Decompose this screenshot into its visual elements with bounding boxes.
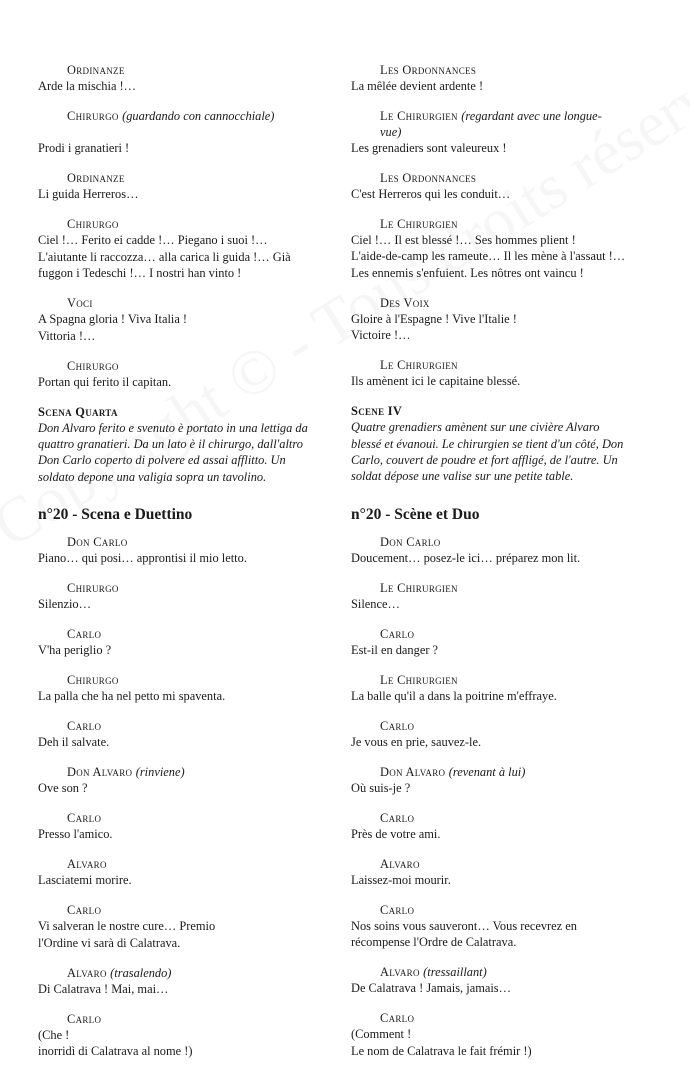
speaker-name: Carlo: [67, 811, 102, 826]
dialogue-block: [38, 902, 328, 951]
speaker-line: [380, 810, 656, 826]
speaker-name: Carlo: [380, 626, 415, 641]
speaker-name: Alvaro: [67, 965, 107, 980]
speaker-name: Carlo: [380, 902, 415, 917]
dialogue-text: Je vous en prie, sauvez-le.: [351, 734, 482, 749]
dialogue-text: Ils amènent ici le capitaine blessé.: [351, 374, 521, 389]
dialogue-text: Près de votre ami.: [351, 826, 441, 841]
dialogue-text: C'est Herreros qui les conduit…: [351, 187, 511, 201]
dialogue-block: [38, 108, 328, 157]
dialogue-text: Où suis-je ?: [351, 780, 411, 795]
speaker-name: Carlo: [380, 810, 415, 825]
speaker-name: Chirurgo: [67, 358, 119, 373]
dialogue-text: Laissez-moi mourir.: [351, 872, 451, 887]
speaker-line: [380, 216, 656, 232]
speaker-line: [380, 534, 656, 550]
dialogue-text: La balle qu'il a dans la poitrine m'effraye.: [351, 688, 557, 703]
dialogue-block: [351, 718, 656, 750]
speaker-name: Don Alvaro: [380, 764, 446, 779]
speaker-name: Voci: [67, 296, 93, 311]
dialogue-text: Lasciatemi morire.: [38, 873, 132, 888]
dialogue-block: [351, 62, 656, 94]
speaker-name: Alvaro: [380, 965, 420, 980]
french-dialogue-part-1: [351, 62, 656, 390]
dialogue-block: [38, 580, 328, 612]
speaker-line: [67, 295, 328, 311]
stage-direction: (regardant avec une longue- vue): [380, 109, 602, 139]
french-scene-heading: [351, 403, 656, 485]
speaker-name: Le Chirurgien: [380, 358, 458, 373]
speaker-line: [67, 358, 328, 374]
speaker-line: [67, 965, 328, 981]
dialogue-text: Ove son ?: [38, 781, 88, 796]
dialogue-text: Piano… qui posi… approntisi il mio letto.: [38, 551, 247, 566]
speaker-name: Chirurgo: [67, 217, 119, 232]
speaker-line: [67, 810, 328, 826]
speaker-line: [380, 170, 656, 186]
dialogue-text: Doucement… posez-le ici… préparez mon lit.: [351, 550, 581, 565]
speaker-name: Alvaro: [380, 856, 420, 871]
italian-dialogue-part-1: [38, 62, 328, 390]
speaker-name: Chirurgo: [67, 673, 119, 688]
speaker-name: Carlo: [380, 1011, 415, 1026]
speaker-name: Le Chirurgien: [380, 217, 458, 231]
speaker-line: [380, 902, 656, 918]
dialogue-text: Ciel !… Il est blessé !… Ses hommes plient ! L'aide-de-camp les rameute… Il les mène à l'assaut !… Les ennemis s'enfuient. Les nôtres ont vaincu !: [351, 233, 626, 280]
dialogue-text: Silenzio…: [38, 597, 91, 612]
dialogue-block: [38, 358, 328, 390]
dialogue-text: Portan qui ferito il capitan.: [38, 374, 172, 389]
speaker-name: Les Ordonnances: [380, 171, 477, 185]
dialogue-block: [38, 534, 328, 566]
dialogue-block: [38, 965, 328, 997]
dialogue-block: [351, 1010, 656, 1059]
speaker-line: [67, 216, 328, 232]
stage-direction: (trasalendo): [110, 965, 172, 980]
speaker-line: [67, 108, 328, 124]
dialogue-block: [38, 810, 328, 842]
dialogue-block: [351, 810, 656, 842]
speaker-line: [380, 964, 656, 980]
speaker-name: Ordinanze: [67, 171, 125, 186]
italian-dialogue-part-2: [38, 534, 328, 1059]
french-scene-direction: Quatre grenadiers amènent sur une civière Alvaro blessé et évanoui. Le chirurgien se tient d'un côté, Don Carlo, couvert de poudre et fort affligé, de l'autre. Un soldat dépose une valise sur une petite table.: [351, 420, 624, 484]
dialogue-block: [351, 764, 656, 796]
dialogue-block: [351, 108, 656, 156]
italian-scene-title: Scena Quarta: [38, 404, 118, 419]
stage-direction: (tressaillant): [423, 965, 487, 980]
dialogue-text: Est-il en danger ?: [351, 642, 439, 657]
dialogue-block: [351, 170, 656, 202]
speaker-name: Don Carlo: [380, 534, 441, 549]
dialogue-text: V'ha periglio ?: [38, 643, 112, 658]
speaker-name: Des Voix: [380, 295, 430, 310]
dialogue-block: [351, 357, 656, 389]
speaker-line: [380, 764, 656, 780]
speaker-line: [67, 626, 328, 642]
french-column: [351, 62, 656, 1073]
speaker-name: Chirurgo: [67, 581, 119, 596]
speaker-line: [380, 626, 656, 642]
speaker-name: Les Ordonnances: [380, 63, 477, 77]
speaker-line: [380, 580, 656, 596]
dialogue-block: [38, 295, 328, 344]
speaker-line: [67, 62, 328, 78]
dialogue-text: Nos soins vous sauveront… Vous recevrez en récompense l'Ordre de Calatrava.: [351, 918, 577, 950]
speaker-line: [380, 62, 656, 78]
dialogue-text: Li guida Herreros…: [38, 187, 139, 202]
speaker-name: Le Chirurgien: [380, 672, 458, 687]
dialogue-text: Presso l'amico.: [38, 827, 113, 842]
french-number-title: n°20 - Scène et Duo: [351, 505, 480, 523]
dialogue-block: [351, 580, 656, 612]
dialogue-block: [38, 856, 328, 888]
dialogue-block: [351, 295, 656, 344]
dialogue-block: [351, 856, 656, 888]
dialogue-text: Prodi i granatieri !: [38, 141, 130, 156]
dialogue-block: [38, 170, 328, 202]
dialogue-text: Ciel !… Ferito ei cadde !… Piegano i suoi !… L'aiutante li raccozza… alla carica li guida !… Già fuggon i Tedeschi !… I nostri han vinto !: [38, 233, 291, 281]
speaker-name: Carlo: [380, 718, 415, 733]
dialogue-block: [38, 1011, 328, 1060]
dialogue-text: De Calatrava ! Jamais, jamais…: [351, 981, 511, 996]
dialogue-text: Les grenadiers sont valeureux !: [351, 141, 507, 155]
stage-direction: (revenant à lui): [448, 764, 526, 779]
speaker-line: [380, 357, 656, 373]
speaker-line: [380, 856, 656, 872]
french-scene-title: Scene IV: [351, 404, 403, 419]
dialogue-block: [38, 718, 328, 750]
stage-direction: (guardando con cannocchiale): [122, 109, 275, 123]
dialogue-block: [351, 534, 656, 566]
dialogue-text: Gloire à l'Espagne ! Vive l'Italie ! Victoire !…: [351, 311, 517, 343]
italian-number-title: n°20 - Scena e Duettino: [38, 506, 193, 524]
speaker-line: [67, 580, 328, 596]
dialogue-block: [38, 672, 328, 704]
dialogue-text: Silence…: [351, 596, 400, 611]
dialogue-block: [38, 764, 328, 796]
dialogue-text: La palla che ha nel petto mi spaventa.: [38, 689, 226, 704]
dialogue-text: Di Calatrava ! Mai, mai…: [38, 981, 169, 996]
speaker-name: Carlo: [67, 1011, 102, 1026]
dialogue-block: [351, 964, 656, 996]
speaker-line: [67, 764, 328, 780]
dialogue-block: [351, 902, 656, 951]
speaker-line: [380, 672, 656, 688]
italian-scene-direction: Don Alvaro ferito e svenuto è portato in una lettiga da quattro granatieri. Da un lato è il chirurgo, dall'altro Don Carlo coperto di polvere ed assai afflitto. Un soldato depone una valigia sopra un tavolino.: [38, 420, 308, 484]
french-dialogue-part-2: [351, 534, 656, 1059]
speaker-name: Alvaro: [67, 857, 107, 872]
speaker-line: [67, 534, 328, 550]
speaker-line: [67, 902, 328, 918]
speaker-name: Carlo: [67, 719, 102, 734]
speaker-line: [67, 718, 328, 734]
speaker-line: [380, 295, 656, 311]
speaker-line: [67, 856, 328, 872]
dialogue-block: [351, 672, 656, 704]
italian-column: [38, 62, 328, 1073]
speaker-name: Carlo: [67, 903, 102, 918]
dialogue-text: Arde la mischia !…: [38, 79, 137, 93]
speaker-line: [380, 718, 656, 734]
dialogue-block: [351, 626, 656, 658]
dialogue-text: Vi salveran le nostre cure… Premio l'Ordine vi sarà di Calatrava.: [38, 919, 216, 950]
dialogue-block: [38, 216, 328, 281]
dialogue-block: [38, 62, 328, 94]
dialogue-text: (Comment ! Le nom de Calatrava le fait frémir !): [351, 1027, 532, 1058]
speaker-name: Ordinanze: [67, 63, 125, 77]
speaker-line: [67, 1011, 328, 1027]
speaker-name: Don Carlo: [67, 535, 128, 550]
speaker-line: [380, 108, 656, 140]
speaker-name: Le Chirurgien: [380, 109, 458, 123]
speaker-name: Don Alvaro: [67, 765, 133, 780]
dialogue-text: Deh il salvate.: [38, 735, 110, 750]
speaker-name: Carlo: [67, 627, 102, 642]
speaker-name: Le Chirurgien: [380, 580, 458, 595]
dialogue-block: [38, 626, 328, 658]
dialogue-text: A Spagna gloria ! Viva Italia ! Vittoria !…: [38, 312, 188, 343]
italian-scene-heading: [38, 404, 328, 486]
speaker-line: [380, 1010, 656, 1026]
dialogue-text: (Che ! inorridì di Calatrava al nome !): [38, 1027, 193, 1059]
speaker-name: Chirurgo: [67, 109, 119, 123]
speaker-line: [67, 170, 328, 186]
dialogue-text: La mêlée devient ardente !: [351, 79, 484, 93]
dialogue-block: [351, 216, 656, 281]
stage-direction: (rinviene): [135, 765, 185, 780]
speaker-line: [67, 672, 328, 688]
